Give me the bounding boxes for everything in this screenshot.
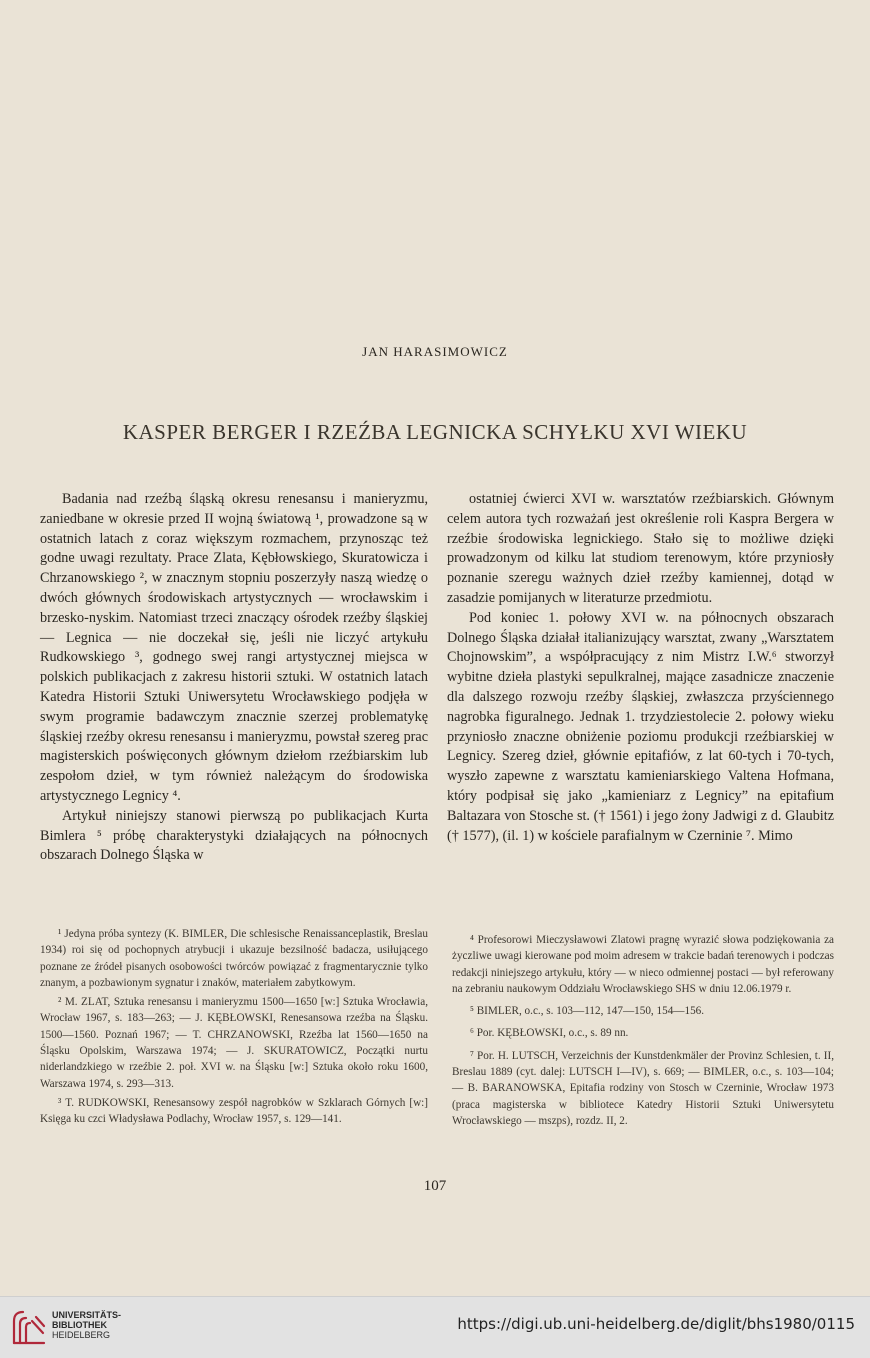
footnote: ¹ Jedyna próba syntezy (K. BIMLER, Die schlesische Renaissanceplastik, Breslau 1934) roi się od pochopnych atrybucji i ukazuje bezsilność badacza, usiłującego poznane ze źródeł pisanych osobowości twórców powiązać z fragmentarycznie tylko znanym, a pozbawionym sygnatur i znaków, materiałem zabytkowym. bbox=[40, 928, 428, 989]
permalink-url[interactable]: https://digi.ub.uni-heidelberg.de/diglit/bhs1980/0115 bbox=[457, 1315, 855, 1333]
footnote: ² M. ZLAT, Sztuka renesansu i manieryzmu 1500—1650 [w:] Sztuka Wrocławia, Wrocław 1967, s. 183—263; — J. KĘBŁOWSKI, Renesansowa rzeźba na Śląsku. 1500—1560. Poznań 1967; — T. CHRZANOWSKI, Rzeźba lat 1560—1650 na Śląsku Opolskim, Warszawa 1974; — J. SKURATOWICZ, Początki nurtu niderlandzkiego w rzeźbie 2. poł. XVI w. na Śląsku [w:] Sztuka około roku 1600, Warszawa 1974, s. 293—313. bbox=[40, 996, 428, 1090]
library-name-line: UNIVERSITÄTS- bbox=[52, 1310, 122, 1320]
library-name-line: BIBLIOTHEK bbox=[52, 1320, 107, 1330]
footnote: ⁶ Por. KĘBŁOWSKI, o.c., s. 89 nn. bbox=[470, 1027, 629, 1040]
body-paragraph: Artykuł niniejszy stanowi pierwszą po publikacjach Kurta Bimlera ⁵ próbę charakterystyki działających na północnych obszarach Dolnego Śląska w bbox=[40, 807, 428, 864]
article-title: KASPER BERGER I RZEŹBA LEGNICKA SCHYŁKU XVI WIEKU bbox=[122, 420, 748, 444]
article-author: JAN HARASIMOWICZ bbox=[362, 344, 508, 359]
ub-heidelberg-logo-icon[interactable] bbox=[10, 1307, 48, 1347]
body-column-left bbox=[40, 490, 428, 866]
footnote: ⁵ BIMLER, o.c., s. 103—112, 147—150, 154—156. bbox=[470, 1005, 705, 1018]
footnotes-right bbox=[452, 932, 834, 1135]
library-name-line: HEIDELBERG bbox=[52, 1330, 111, 1340]
page-number: 107 bbox=[423, 1178, 447, 1194]
footnote: ³ T. RUDKOWSKI, Renesansowy zespół nagrobków w Szklarach Górnych [w:] Księga ku czci Władysława Podlachy, Wrocław 1957, s. 129—141. bbox=[40, 1096, 428, 1126]
body-paragraph: ostatniej ćwierci XVI w. warsztatów rzeźbiarskich. Głównym celem autora tych rozważań jest określenie roli Kaspra Bergera w rzeźbie środowiska legnickiego. Stało się to możliwe dzięki prowadzonym od kilku lat studiom terenowym, które przyniosły poznanie szeregu ważnych dzieł rzeźby kamiennej, dotąd w zasadzie pomijanych w literaturze przedmiotu. bbox=[447, 491, 834, 606]
footnote: ⁷ Por. H. LUTSCH, Verzeichnis der Kunstdenkmäler der Provinz Schlesien, t. II, Breslau 1889 (cyt. dalej: LUTSCH I—IV), s. 669; — BIMLER, o.c., s. 103—104; — B. BARANOWSKA, Epitafia rodziny von Stosch w Czerninie, Wrocław 1973 (praca magisterska w bibliotece Katedry Historii Sztuki Uniwersytetu Wrocławskiego — mszps), rozdz. II, 2. bbox=[452, 1049, 834, 1127]
body-paragraph: Pod koniec 1. połowy XVI w. na północnych obszarach Dolnego Śląska działał italianizujący warsztat, zwany „Warsztatem Chojnowskim”, a współpracujący z nim Mistrz I.W.⁶ stworzył wybitne dzieła plastyki sepulkralnej, mające zasadnicze znaczenie dla dalszego rozwoju rzeźby śląskiej, zwłaszcza przyściennego nagrobka figuralnego. Jednak 1. trzydziestolecie 2. połowy wieku przyniosło znaczne obniżenie poziomu produkcji rzeźbiarskiej w Legnicy. Szereg dzieł, głównie epitafiów, z lat 60-tych i 70-tych, wyszło zapewne z warsztatu kamieniarskiego Valtena Hofmana, który podpisał się jako „kamieniarz z Legnicy” na epitafium Baltazara von Stosche st. († 1561) i jego żony Jadwigi z d. Glaubitz († 1577), (il. 1) w kościele parafialnym w Czerninie ⁷. Mimo bbox=[447, 609, 834, 844]
footnote: ⁴ Profesorowi Mieczysławowi Zlatowi pragnę wyrazić słowa podziękowania za życzliwe uwagi kierowane pod moim adresem w trakcie badań terenowych i podczas redakcji niniejszego artykułu, który — w nieco odmiennej postaci — był referowany na zebraniu naukowym Oddziału Wrocławskiego SHS w dniu 12.06.1979 r. bbox=[452, 934, 834, 995]
footnotes-left bbox=[40, 926, 428, 1131]
body-paragraph: Badania nad rzeźbą śląską okresu renesansu i manieryzmu, zaniedbane w okresie przed II wojną światową ¹, prowadzone są w ostatnich latach z coraz większym rozmachem, przynosząc też godne uwagi rezultaty. Prace Zlata, Kębłowskiego, Skuratowicza i Chrzanowskiego ², w znacznym stopniu poszerzyły naszą wiedzę o dwóch głównych środowiskach artystycznych — wrocławskim i brzesko-nyskim. Natomiast trzeci znaczący ośrodek rzeźby śląskiej — Legnica — nie doczekał się, jeśli nie liczyć artykułu Rudkowskiego ³, godnego swej rangi artystycznej miejsca w polskich publikacjach z zakresu historii sztuki. W ostatnich latach Katedra Historii Sztuki Uniwersytetu Wrocławskiego podjęła w swym programie badawczym znacznie szerzej problematykę śląskiej rzeźby okresu renesansu i manieryzmu, powstał szereg prac magisterskich poświęconych głównym dziełom rzeźbiarskim lub zespołom dzieł, w tym również należącym do środowiska artystycznego Legnicy ⁴. bbox=[40, 491, 428, 804]
library-name[interactable] bbox=[52, 1310, 121, 1340]
body-column-right bbox=[447, 490, 834, 846]
viewer-footer bbox=[0, 1296, 870, 1358]
